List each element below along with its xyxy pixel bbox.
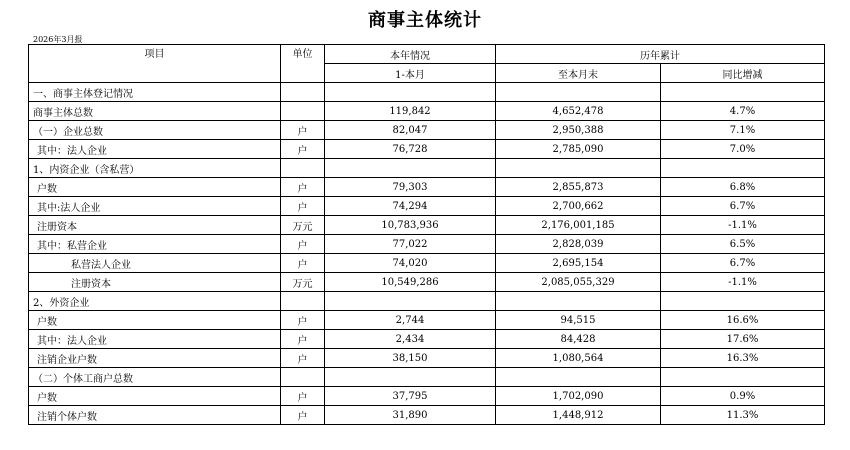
row-month-cell [325,292,496,311]
row-unit-cell: 户 [281,121,325,140]
row-unit-cell [281,83,325,102]
table-row [29,254,825,273]
table-row [29,159,825,178]
row-total-cell: 1,448,912 [496,406,661,425]
table-row [29,83,825,102]
row-unit-cell: 户 [281,349,325,368]
row-month-cell: 38,150 [325,349,496,368]
page-title: 商事主体统计 [368,10,482,31]
row-unit-cell [281,292,325,311]
row-item-cell: 注册资本 [29,273,281,292]
row-unit-cell: 户 [281,311,325,330]
row-total-cell [496,368,661,387]
row-item-cell: 2、外资企业 [29,292,281,311]
row-unit-cell: 万元 [281,216,325,235]
table-row [29,178,825,197]
row-month-cell: 74,294 [325,197,496,216]
header-period: 1-本月 [325,64,496,83]
row-item-cell: 户数 [29,178,281,197]
table-row [29,330,825,349]
table-row [29,349,825,368]
row-month-cell: 10,783,936 [325,216,496,235]
row-month-cell: 82,047 [325,121,496,140]
row-yoy-cell: 6.7% [661,254,825,273]
row-unit-cell: 户 [281,178,325,197]
row-yoy-cell: 16.3% [661,349,825,368]
row-total-cell: 1,080,564 [496,349,661,368]
header-yoy: 同比增减 [661,64,825,83]
table-row [29,216,825,235]
row-item-cell: （一）企业总数 [29,121,281,140]
row-unit-cell: 户 [281,197,325,216]
row-item-cell: 1、内资企业（含私营） [29,159,281,178]
table-row [29,406,825,425]
row-unit-cell [281,159,325,178]
row-month-cell: 74,020 [325,254,496,273]
table-row [29,121,825,140]
row-total-cell [496,159,661,178]
row-yoy-cell: 6.7% [661,197,825,216]
row-item-cell: （二）个体工商户总数 [29,368,281,387]
row-total-cell [496,292,661,311]
header-row [29,45,825,64]
row-yoy-cell: -1.1% [661,216,825,235]
row-yoy-cell [661,159,825,178]
row-total-cell: 84,428 [496,330,661,349]
table-row [29,311,825,330]
table-row [29,235,825,254]
row-month-cell: 10,549,286 [325,273,496,292]
row-total-cell: 2,700,662 [496,197,661,216]
row-item-cell: 一、商事主体登记情况 [29,83,281,102]
report-date: 2026年3月报 [33,35,83,44]
table-row [29,368,825,387]
row-total-cell: 1,702,090 [496,387,661,406]
row-item-cell: 户数 [29,387,281,406]
row-item-cell: 注销企业户数 [29,349,281,368]
table-row [29,273,825,292]
row-month-cell [325,159,496,178]
row-yoy-cell: 7.0% [661,140,825,159]
row-total-cell: 2,785,090 [496,140,661,159]
row-total-cell: 2,855,873 [496,178,661,197]
row-total-cell: 2,828,039 [496,235,661,254]
table-row [29,197,825,216]
row-month-cell: 119,842 [325,102,496,121]
row-unit-cell: 户 [281,387,325,406]
row-total-cell: 4,652,478 [496,102,661,121]
table-row [29,292,825,311]
header-current-year: 本年情况 [325,45,496,64]
row-month-cell: 79,303 [325,178,496,197]
row-yoy-cell: 0.9% [661,387,825,406]
row-yoy-cell: 6.8% [661,178,825,197]
row-yoy-cell: 6.5% [661,235,825,254]
row-total-cell: 2,176,001,185 [496,216,661,235]
row-item-cell: 其中：私营企业 [29,235,281,254]
row-month-cell [325,83,496,102]
row-total-cell [496,83,661,102]
row-total-cell: 2,695,154 [496,254,661,273]
row-item-cell: 其中：法人企业 [29,140,281,159]
table-body [29,83,825,425]
row-item-cell: 其中：法人企业 [29,330,281,349]
row-unit-cell: 户 [281,330,325,349]
header-item: 项目 [29,45,281,83]
row-month-cell: 31,890 [325,406,496,425]
table-row [29,140,825,159]
row-month-cell: 77,022 [325,235,496,254]
row-month-cell: 76,728 [325,140,496,159]
row-total-cell: 94,515 [496,311,661,330]
row-unit-cell: 户 [281,140,325,159]
row-unit-cell: 户 [281,235,325,254]
row-item-cell: 户数 [29,311,281,330]
row-item-cell: 注册资本 [29,216,281,235]
row-item-cell: 其中:法人企业 [29,197,281,216]
row-unit-cell [281,102,325,121]
row-item-cell: 私营法人企业 [29,254,281,273]
row-yoy-cell: 16.6% [661,311,825,330]
table-row [29,102,825,121]
row-month-cell: 2,744 [325,311,496,330]
row-unit-cell: 万元 [281,273,325,292]
header-unit: 单位 [281,45,325,83]
row-item-cell: 注销个体户数 [29,406,281,425]
header-cumulative: 历年累计 [496,45,825,64]
row-unit-cell: 户 [281,406,325,425]
row-yoy-cell [661,368,825,387]
row-yoy-cell: -1.1% [661,273,825,292]
row-item-cell: 商事主体总数 [29,102,281,121]
row-unit-cell: 户 [281,254,325,273]
row-yoy-cell: 11.3% [661,406,825,425]
row-total-cell: 2,950,388 [496,121,661,140]
row-month-cell: 37,795 [325,387,496,406]
row-yoy-cell: 7.1% [661,121,825,140]
row-unit-cell [281,368,325,387]
row-yoy-cell: 17.6% [661,330,825,349]
table-row [29,387,825,406]
header-to-month-end: 至本月末 [496,64,661,83]
row-total-cell: 2,085,055,329 [496,273,661,292]
row-yoy-cell [661,83,825,102]
row-month-cell: 2,434 [325,330,496,349]
row-yoy-cell: 4.7% [661,102,825,121]
row-month-cell [325,368,496,387]
row-yoy-cell [661,292,825,311]
statistics-table [28,44,825,425]
